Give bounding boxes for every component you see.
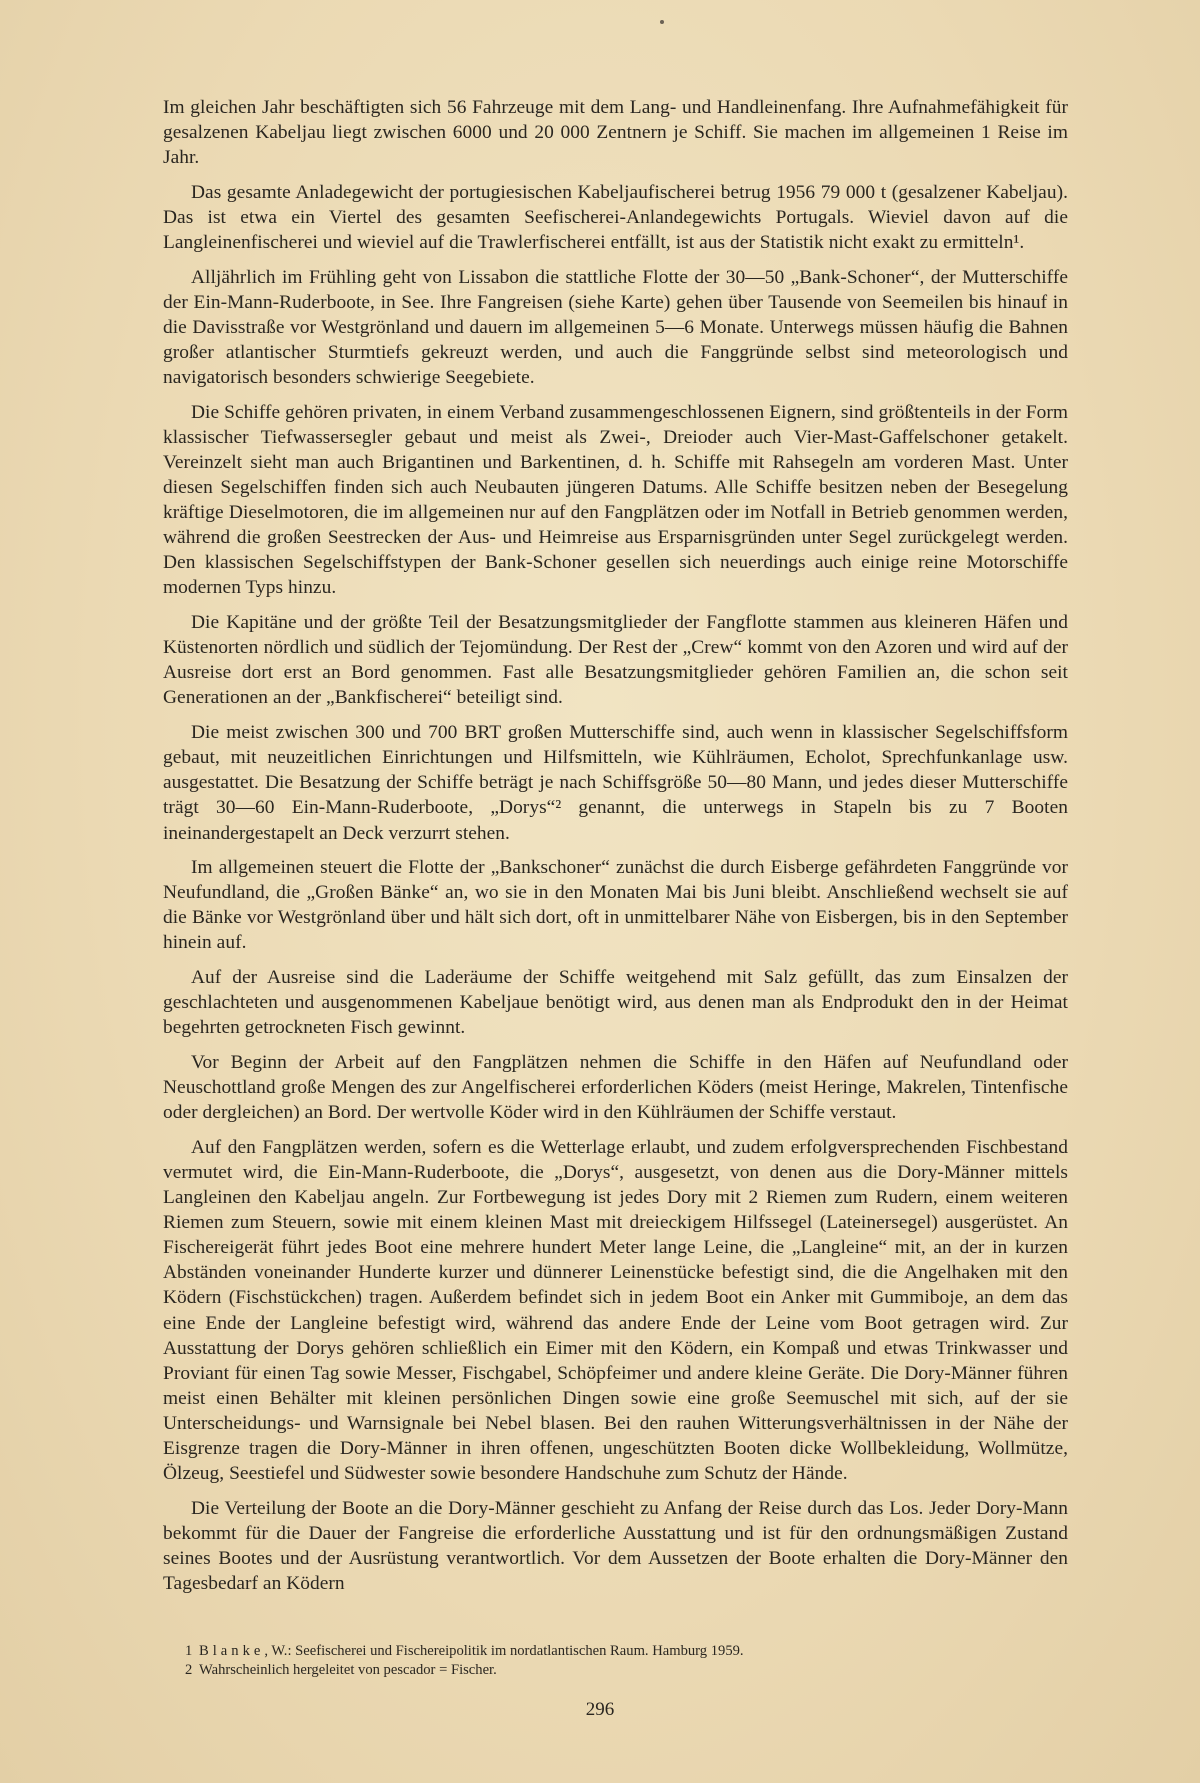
paragraph: Auf den Fangplätzen werden, sofern es die Wetterlage erlaubt, und zudem erfolgversprechenden Fischbestand vermutet wird, die Ein-Mann-Ruderboote, die „Dorys“, ausgesetzt, von denen aus die Dory-Männer mittels Langleinen den Kabeljau angeln. Zur Fortbewegung ist jedes Dory mit 2 Riemen zum Rudern, einem weiteren Riemen zum Steuern, sowie mit einem kleinen Mast mit dreieckigem Hilfssegel (Lateinersegel) ausgerüstet. An Fischereigerät führt jedes Boot eine mehrere hundert Meter lange Leine, die „Langleine“ mit, an der in kurzen Abständen voneinander Hunderte kurzer und dünnerer Leinenstücke befestigt sind, die die Angelhaken mit den Ködern (Fischstückchen) tragen. Außerdem befindet sich in jedem Boot ein Anker mit Gummiboje, an dem das eine Ende der Langleine befestigt wird, während das andere Ende der Leine vom Boot getragen wird. Zur Ausstattung der Dorys gehören schließlich ein Eimer mit den Ködern, ein Kompaß und etwas Trinkwasser und Proviant für einen Tag sowie Messer, Fischgabel, Schöpfeimer und andere kleine Geräte. Die Dory-Männer führen meist einen Behälter mit kleinen persönlichen Dingen sowie eine große Seemuschel mit sich, auf der sie Unterscheidungs- und Warnsignale bei Nebel blasen. Bei den rauhen Witterungsverhältnissen in der Nähe der Eisgrenze tragen die Dory-Männer in ihren offenen, ungeschützten Booten dicke Wollbekleidung, Wollmütze, Ölzeug, Seestiefel und Südwester sowie besondere Handschuhe zum Schutz der Hände. [163, 1136, 1068, 1485]
paragraph: Alljährlich im Frühling geht von Lissabon die stattliche Flotte der 30—50 „Bank-Schoner“, der Mutterschiffe der Ein-Mann-Ruderboote, in See. Ihre Fangreisen (siehe Karte) gehen über Tausende von Seemeilen bis hinauf in die Davisstraße vor Westgrönland und dauern im allgemeinen 5—6 Monate. Unterwegs müssen häufig die Bahnen großer atlantischer Sturmtiefs gekreuzt werden, und auch die Fanggründe selbst sind meteorologisch und navigatorisch besonders schwierige Seegebiete. [163, 266, 1068, 389]
page-number: 296 [585, 1699, 615, 1720]
footnote-2 [163, 1661, 1068, 1680]
paragraph: Vor Beginn der Arbeit auf den Fangplätzen nehmen die Schiffe in den Häfen auf Neufundland oder Neuschottland große Mengen des zur Angelfischerei erforderlichen Köders (meist Heringe, Makrelen, Tintenfische oder dergleichen) an Bord. Der wertvolle Köder wird in den Kühlräumen der Schiffe verstaut. [163, 1052, 1068, 1124]
speck-mark [660, 20, 664, 24]
body-text [163, 95, 1068, 1606]
paragraph: Im allgemeinen steuert die Flotte der „Bankschoner“ zunächst die durch Eisberge gefährdeten Fanggründe vor Neufundland, die „Großen Bänke“ an, wo sie in den Monaten Mai bis Juni bleibt. Anschließend wechselt sie auf die Bänke vor Westgrönland über und hält sich dort, oft in unmittelbarer Nähe von Eisbergen, bis in den September hinein auf. [163, 857, 1068, 954]
paragraph: Die Kapitäne und der größte Teil der Besatzungsmitglieder der Fangflotte stammen aus kleineren Häfen und Küstenorten nördlich und südlich der Tejomündung. Der Rest der „Crew“ kommt von den Azoren und wird auf der Ausreise dort erst an Bord genommen. Fast alle Besatzungsmitglieder gehören Familien an, die schon seit Generationen an der „Bankfischerei“ beteiligt sind. [163, 612, 1068, 709]
footnote-text: Wahrscheinlich hergeleitet von pescador = Fischer. [199, 1662, 497, 1678]
paragraph: Im gleichen Jahr beschäftigten sich 56 Fahrzeuge mit dem Lang- und Handleinenfang. Ihre Aufnahmefähigkeit für gesalzenen Kabeljau liegt zwischen 6000 und 20 000 Zentnern je Schiff. Sie machen im allgemeinen 1 Reise im Jahr. [163, 97, 1068, 169]
paragraph: Auf der Ausreise sind die Laderäume der Schiffe weitgehend mit Salz gefüllt, das zum Einsalzen der geschlachteten und ausgenommenen Kabeljaue benötigt wird, aus denen man als Endprodukt den in der Heimat begehrten getrockneten Fisch gewinnt. [163, 967, 1068, 1039]
footnote-number: 1 [185, 1643, 193, 1659]
footnote-text: , W.: Seefischerei und Fischereipolitik im nordatlantischen Raum. Hamburg 1959. [264, 1643, 744, 1659]
paragraph: Die Schiffe gehören privaten, in einem Verband zusammengeschlossenen Eignern, sind größtenteils in der Form klassischer Tiefwassersegler gebaut und meist als Zwei-, Dreioder auch Vier-Mast-Gaffelschoner getakelt. Vereinzelt sieht man auch Brigantinen und Barkentinen, d. h. Schiffe mit Rahsegeln am vorderen Mast. Unter diesen Segelschiffen finden sich auch Neubauten jüngeren Datums. Alle Schiffe besitzen neben der Besegelung kräftige Dieselmotoren, die im allgemeinen nur auf den Fangplätzen oder im Notfall in Betrieb genommen werden, während die großen Seestrecken der Aus- und Heimreise aus Ersparnisgründen unter Segel zurückgelegt werden. Den klassischen Segelschiffstypen der Bank-Schoner gesellen sich neuerdings auch einige reine Motorschiffe modernen Typs hinzu. [163, 401, 1068, 599]
paragraph: Die Verteilung der Boote an die Dory-Männer geschieht zu Anfang der Reise durch das Los. Jeder Dory-Mann bekommt für die Dauer der Fangreise die erforderliche Ausstattung und ist für den ordnungsmäßigen Zustand seines Bootes und der Ausrüstung verantwortlich. Vor dem Aussetzen der Boote erhalten die Dory-Männer den Tagesbedarf an Ködern [163, 1497, 1068, 1595]
footnote-number: 2 [185, 1662, 193, 1678]
paragraph: Das gesamte Anladegewicht der portugiesischen Kabeljaufischerei betrug 1956 79 000 t (gesalzener Kabeljau). Das ist etwa ein Viertel des gesamten Seefischerei-Anlandegewichts Portugals. Wieviel davon auf die Langleinenfischerei und wieviel auf die Trawlerfischerei entfällt, ist aus der Statistik nicht exakt zu ermitteln¹. [163, 181, 1068, 254]
footnote-author: Blanke [199, 1643, 265, 1659]
paragraph: Die meist zwischen 300 und 700 BRT großen Mutterschiffe sind, auch wenn in klassischer Segelschiffsform gebaut, mit neuzeitlichen Einrichtungen und Hilfsmitteln, wie Kühlräumen, Echolot, Sprechfunkanlage usw. ausgestattet. Die Besatzung der Schiffe beträgt je nach Schiffsgröße 50—80 Mann, und jedes dieser Mutterschiffe trägt 30—60 Ein-Mann-Ruderboote, „Dorys“² genannt, die unterwegs in Stapeln bis zu 7 Booten ineinandergestapelt an Deck verzurrt stehen. [163, 722, 1068, 844]
footnote-1 [163, 1642, 1068, 1661]
footnotes [163, 1642, 1068, 1680]
